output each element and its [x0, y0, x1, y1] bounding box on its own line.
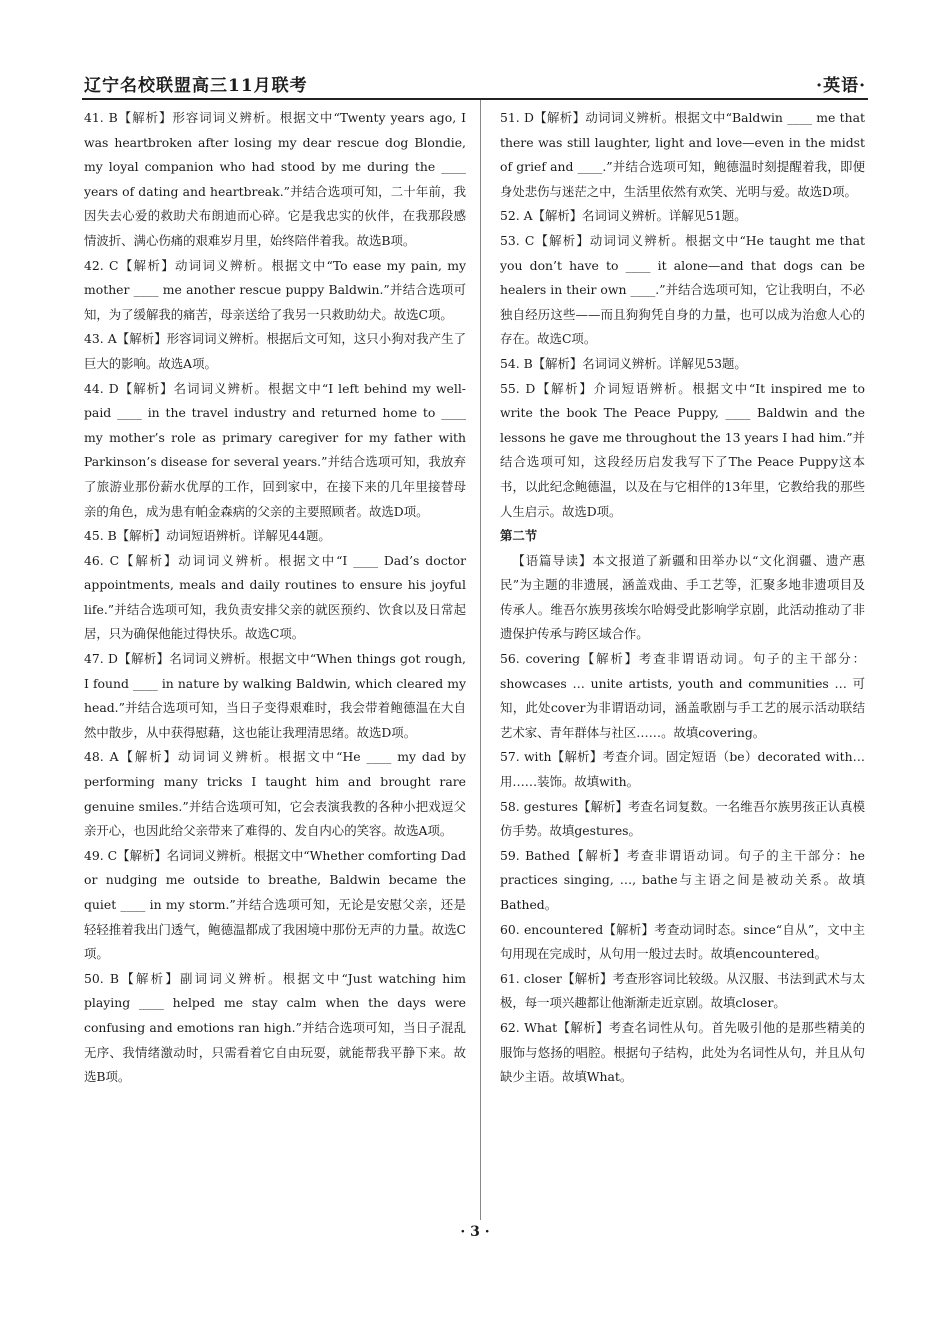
answer-47: 47. D【解析】名词词义辨析。根据文中“When things got rough, I found ____ in nature by walking Baldwin, which cleared my head.”并结合选项可知，当日子变得艰难时，我会带着鲍德温在大自然中散步，从中获得慰藉，这也能让我理清思绪。故选D项。: [84, 651, 466, 740]
answer-46: 46. C【解析】动词词义辨析。根据文中“I ____ Dad’s doctor appointments, meals and daily routines to ensure his joyful life.”并结合选项可知，我负责安排父亲的就医预约、饮食以及日常起居，只为确保他能过得快乐。故选C项。: [84, 552, 466, 642]
answer-48: 48. A【解析】动词词义辨析。根据文中“He ____ my dad by performing many tricks I taught him and brought rare genuine smiles.”并结合选项可知，它会表演我教的各种小把戏逗父亲开心，也因此给父亲带来了难得的、发自内心的笑容。故选A项。: [84, 749, 466, 839]
page-header: [84, 68, 866, 96]
answer-61: 61. closer【解析】考查形容词比较级。从汉服、书法到武术与太极，每一项兴趣都让他渐渐走近京剧。故填closer。: [500, 970, 865, 1011]
column-divider: [480, 100, 481, 1220]
answer-54: 54. B【解析】名词词义辨析。详解见53题。: [500, 355, 747, 371]
answer-60: 60. encountered【解析】考查动词时态。since“自从”，文中主句用现在完成时，从句用一般过去时。故填encountered。: [500, 921, 865, 962]
exam-title: 辽宁名校联盟高三11月联考: [84, 76, 308, 96]
passage-guide: 【语篇导读】本文报道了新疆和田举办以“文化润疆、遗产惠民”为主题的非遗展，涵盖戏曲、手工艺等，汇聚多地非遗项目及传承人。维吾尔族男孩埃尔哈姆受此影响学京剧，此活动推动了非遗保护传承与跨区域合作。: [500, 552, 865, 642]
answer-55: 55. D【解析】介词短语辨析。根据文中“It inspired me to write the book The Peace Puppy, ____ Baldwin and the lessons he gave me throughout the 13 years I had him.”并结合选项可知，这段经历启发我写下了The Peace Puppy这本书，以此纪念鲍德温，以及在与它相伴的13年里，它教给我的那些人生启示。故选D项。: [500, 380, 865, 519]
right-column: [500, 106, 865, 1090]
subject-label: ·英语·: [816, 76, 866, 96]
answer-57: 57. with【解析】考查介词。固定短语（be）decorated with…用……装饰。故填with。: [500, 749, 865, 790]
answer-45: 45. B【解析】动词短语辨析。详解见44题。: [84, 528, 331, 544]
header-rule: [82, 98, 868, 100]
answer-50: 50. B【解析】副词词义辨析。根据文中“Just watching him playing ____ helped me stay calm when the days were confusing and emotions ran high.”并结合选项可知，当日子混乱无序、我情绪激动时，只需看着它自由玩耍，就能帮我平静下来。故选B项。: [84, 970, 466, 1085]
section-title: 第二节: [500, 528, 538, 544]
answer-62: 62. What【解析】考查名词性从句。首先吸引他的是那些精美的服饰与悠扬的唱腔。根据句子结构，此处为名词性从句，并且从句缺少主语。故填What。: [500, 1019, 865, 1085]
answer-56: 56. covering【解析】考查非谓语动词。句子的主干部分：showcases … unite artists, youth and communities … 可知，此处cover为非谓语动词，涵盖歌剧与手工艺的展示活动联结艺术家、青年群体与社区……。故填covering。: [500, 651, 865, 740]
page-number: · 3 ·: [460, 1224, 490, 1240]
answer-42: 42. C【解析】动词词义辨析。根据文中“To ease my pain, my mother ____ me another rescue puppy Baldwin.”并结合选项可知，为了缓解我的痛苦，母亲送给了我另一只救助幼犬。故选C项。: [84, 257, 466, 322]
answer-58: 58. gestures【解析】考查名词复数。一名维吾尔族男孩正认真模仿手势。故填gestures。: [500, 798, 865, 839]
answer-43: 43. A【解析】形容词词义辨析。根据后文可知，这只小狗对我产生了巨大的影响。故选A项。: [84, 331, 466, 371]
answer-52: 52. A【解析】名词词义辨析。详解见51题。: [500, 208, 747, 224]
left-column: [84, 106, 466, 1090]
answer-51: 51. D【解析】动词词义辨析。根据文中“Baldwin ____ me that there was still laughter, light and love—even in the midst of grief and ____.”并结合选项可知，鲍德温时刻提醒着我，即便身处悲伤与迷茫之中，生活里依然有欢笑、光明与爱。故选D项。: [500, 110, 865, 199]
answer-59: 59. Bathed【解析】考查非谓语动词。句子的主干部分：he practices singing, …, bathe与主语之间是被动关系。故填Bathed。: [500, 847, 865, 912]
answer-49: 49. C【解析】名词词义辨析。根据文中“Whether comforting Dad or nudging me outside to breathe, Baldwin became the quiet ____ in my storm.”并结合选项可知，无论是安慰父亲，还是轻轻推着我出门透气，鲍德温都成了我困境中那份无声的力量。故选C项。: [84, 847, 466, 962]
answer-53: 53. C【解析】动词词义辨析。根据文中“He taught me that you don’t have to ____ it alone—and that dogs can be healers in their own ____.”并结合选项可知，它让我明白，不必独自经历这些——而且狗狗凭自身的力量，也可以成为治愈人心的存在。故选C项。: [500, 232, 865, 347]
answer-41: 41. B【解析】形容词词义辨析。根据文中“Twenty years ago, I was heartbroken after losing my dear rescue dog Blondie, my loyal companion who had stood by me during the ____ years of dating and heartbreak.”并结合选项可知，二十年前，我因失去心爱的救助犬布朗迪而心碎。它是我忠实的伙伴，在我那段感情波折、满心伤痛的艰难岁月里，始终陪伴着我。故选B项。: [84, 110, 466, 248]
answer-44: 44. D【解析】名词词义辨析。根据文中“I left behind my well-paid ____ in the travel industry and returned home to ____ my mother’s role as primary caregiver for my father with Parkinson’s disease for several years.”并结合选项可知，我放弃了旅游业那份薪水优厚的工作，回到家中，在接下来的几年里接替母亲的角色，成为患有帕金森病的父亲的主要照顾者。故选D项。: [84, 380, 466, 519]
